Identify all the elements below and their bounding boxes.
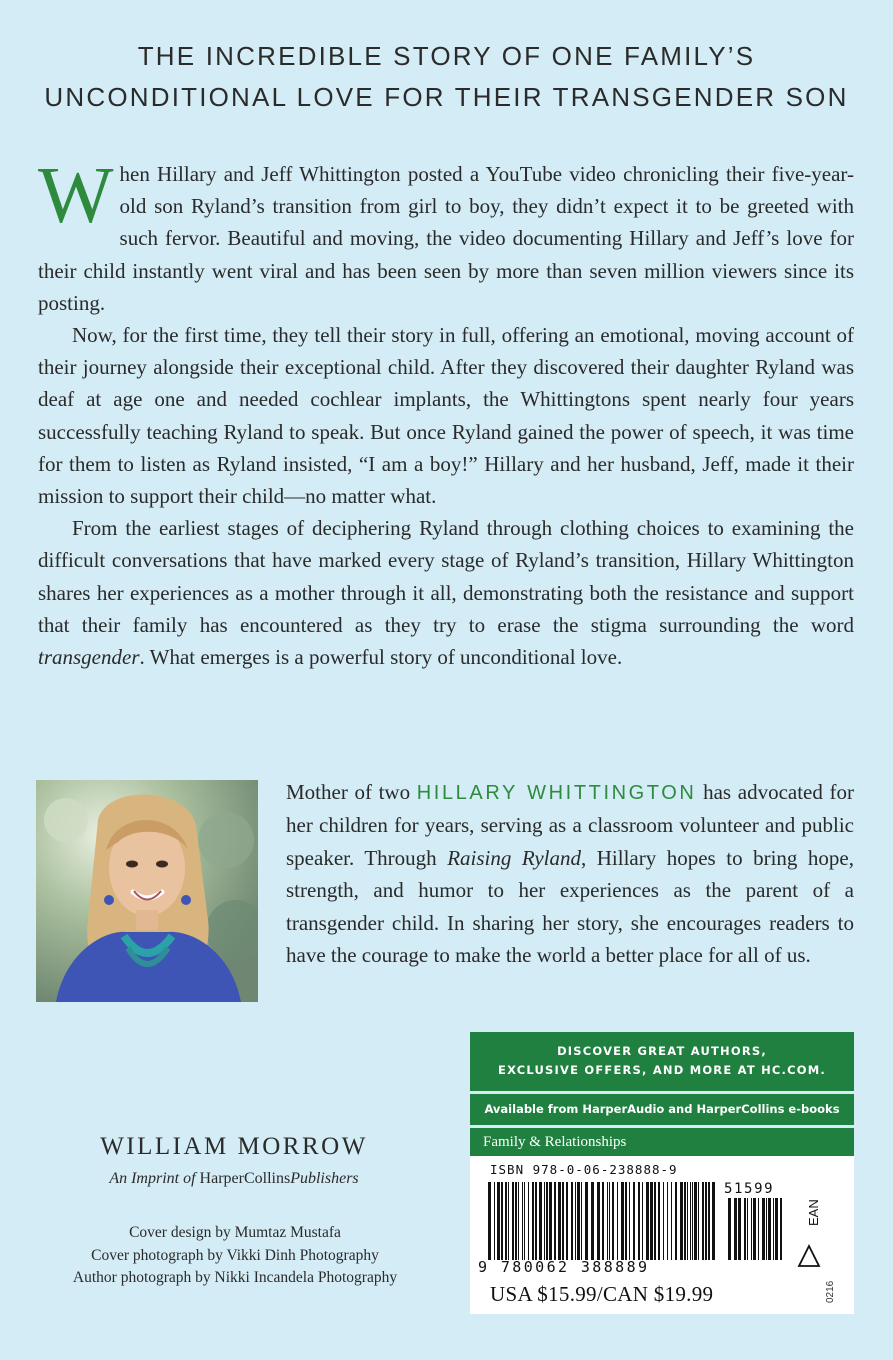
drop-cap: W	[38, 152, 114, 240]
barcode-bar	[690, 1182, 691, 1260]
barcode-bar	[728, 1198, 731, 1260]
barcode-bar	[554, 1182, 556, 1260]
barcode-bar	[518, 1182, 519, 1260]
barcode-bar	[532, 1182, 534, 1260]
promo-line-1: DISCOVER GREAT AUTHORS,	[557, 1044, 767, 1058]
barcode-bar	[768, 1198, 771, 1260]
barcode-bar	[766, 1198, 767, 1260]
barcode-bar	[702, 1182, 704, 1260]
description-paragraph-1	[38, 152, 854, 319]
isbn-digits: 9 780062 388889	[478, 1258, 650, 1276]
credit-author-photo: Author photograph by Nikki Incandela Photography	[72, 1269, 398, 1286]
barcode-bar	[581, 1182, 582, 1260]
credit-cover-photo: Cover photograph by Vikki Dinh Photography	[91, 1246, 379, 1264]
barcode-bar	[549, 1182, 552, 1260]
barcode-bar	[566, 1182, 568, 1260]
barcode-bar	[528, 1182, 529, 1260]
barcode-bar	[633, 1182, 635, 1260]
retail-panel	[470, 1032, 854, 1314]
triangle-icon	[797, 1244, 821, 1268]
author-bio-text-b: , Hillary hopes to bring hope, strength, and humor to her experiences as the parent of a transgender child. In sharing her story, she encourages readers to have the courage to make the world a better place for all of us.	[286, 845, 854, 968]
barcode-bar	[591, 1182, 594, 1260]
barcode-bar	[684, 1182, 686, 1260]
barcode-bar	[508, 1182, 509, 1260]
author-bio-text-a: has advocated for her children for years, serving as a classroom volunteer and public speaker. Through	[286, 780, 854, 870]
barcode-bar	[494, 1182, 495, 1260]
barcode-bar	[512, 1182, 514, 1260]
description-paragraph-3	[38, 512, 854, 673]
barcode-bar	[744, 1198, 746, 1260]
barcode-bar	[773, 1198, 774, 1260]
barcode-bar	[571, 1182, 573, 1260]
description-paragraph-2: Now, for the first time, they tell their story in full, offering an emotional, moving account of their journey alongside their exceptional child. After they discovered their daughter Ryland was deaf at age one and needed cochlear implants, the Whittingtons spent nearly four years successfully teaching Ryland to speak. But once Ryland gained the power of speech, it was time for them to listen as Ryland insisted, “I am a boy!” Hillary and her husband, Jeff, made it their mission to support their child—no matter what.	[38, 323, 854, 509]
description-paragraph-3-text-b: . What emerges is a powerful story of unconditional love.	[139, 645, 623, 670]
description-italic-word: transgender	[38, 645, 140, 670]
book-title: Raising Ryland	[447, 845, 581, 870]
publisher-block	[38, 1130, 430, 1188]
barcode-bar	[625, 1182, 627, 1260]
barcode-bar	[675, 1182, 677, 1260]
barcode-bar	[751, 1198, 752, 1260]
author-photo	[36, 780, 258, 1002]
barcode-supplement-icon	[728, 1198, 782, 1260]
isbn-label: ISBN 978-0-06-238888-9	[490, 1162, 678, 1177]
barcode-bar	[515, 1182, 517, 1260]
ean-label: EAN	[806, 1199, 821, 1226]
publisher-name: WILLIAM MORROW	[100, 1133, 368, 1160]
barcode-bar	[585, 1182, 588, 1260]
price: USA $15.99/CAN $19.99	[490, 1282, 714, 1306]
headline	[0, 36, 893, 118]
print-code: 0216	[825, 1280, 836, 1303]
barcode-bar	[558, 1182, 561, 1260]
publisher-imprint	[38, 1170, 430, 1188]
barcode-bar	[753, 1198, 756, 1260]
category-label: Family & Relationships	[470, 1128, 854, 1156]
imprint-suffix: Publishers	[290, 1170, 359, 1187]
barcode-bar	[497, 1182, 500, 1260]
description-paragraph-1-text: hen Hillary and Jeff Whittington posted a YouTube video chronicling their five-year-old son Ryland’s transition from girl to boy, they didn’t expect it to be greeted with such fervor. Beautiful and moving, the video documenting Hillary and Jeff’s love for their child instantly went viral and has been seen by more than seven million viewers since its posting.	[38, 162, 854, 315]
barcode-bar	[609, 1182, 610, 1260]
promo-line-2: EXCLUSIVE OFFERS, AND MORE AT HC.COM.	[498, 1063, 826, 1077]
barcode-bar	[671, 1182, 672, 1260]
barcode-bar	[712, 1182, 715, 1260]
barcode-bar	[562, 1182, 564, 1260]
barcode-bar	[597, 1182, 600, 1260]
barcode-bar	[575, 1182, 576, 1260]
barcode-bar	[505, 1182, 507, 1260]
barcode-bar	[654, 1182, 656, 1260]
barcode-bar	[667, 1182, 668, 1260]
barcode-bar	[758, 1198, 759, 1260]
barcode-bar	[734, 1198, 737, 1260]
barcode-bar	[577, 1182, 580, 1260]
barcode-bar	[629, 1182, 630, 1260]
barcode-bar	[658, 1182, 660, 1260]
imprint-prefix: An Imprint of	[109, 1170, 200, 1187]
barcode-bar	[775, 1198, 778, 1260]
author-photo-illustration	[36, 780, 258, 1002]
promo-banner	[470, 1032, 854, 1091]
barcode-bar	[638, 1182, 640, 1260]
barcode-bar	[780, 1198, 782, 1260]
author-bio	[286, 776, 854, 971]
barcode-main-icon	[488, 1182, 718, 1260]
barcode-bar	[617, 1182, 618, 1260]
barcode-bar	[602, 1182, 604, 1260]
credits	[30, 1222, 440, 1290]
headline-line-2: UNCONDITIONAL LOVE FOR THEIR TRANSGENDER SON	[44, 82, 849, 112]
barcode-bar	[708, 1182, 710, 1260]
imprint-harpercollins: HarperCollins	[199, 1170, 291, 1187]
barcode-bar	[694, 1182, 697, 1260]
headline-line-1: THE INCREDIBLE STORY OF ONE FAMILY’S	[137, 41, 756, 71]
barcode-bar	[680, 1182, 683, 1260]
barcode-bar	[692, 1182, 693, 1260]
barcode-bar	[488, 1182, 491, 1260]
barcode-bar	[762, 1198, 765, 1260]
barcode-bar	[546, 1182, 548, 1260]
barcode-bar	[747, 1198, 748, 1260]
barcode-bar	[621, 1182, 624, 1260]
barcode-bar	[501, 1182, 503, 1260]
supplement-number: 51599	[724, 1181, 775, 1197]
description-paragraph-3-text-a: From the earliest stages of deciphering Ryland through clothing choices to examining the difficult conversations that have marked every stage of Ryland’s transition, Hillary Whittington shares her experiences as a mother through it all, demonstrating both the resistance and support that their family has encountered as they try to erase the stigma surrounding the word	[38, 516, 854, 637]
barcode-bar	[522, 1182, 523, 1260]
barcode-bar	[544, 1182, 545, 1260]
barcode-bar	[524, 1182, 525, 1260]
author-bio-intro: Mother of two	[286, 780, 417, 804]
author-name: HILLARY WHITTINGTON	[416, 782, 697, 804]
barcode-bar	[687, 1182, 688, 1260]
barcode-bar	[646, 1182, 649, 1260]
barcode-bar	[705, 1182, 707, 1260]
barcode-bar	[535, 1182, 537, 1260]
book-description	[38, 152, 854, 673]
barcode-bar	[650, 1182, 653, 1260]
barcode-bar	[612, 1182, 614, 1260]
barcode-bar	[738, 1198, 741, 1260]
credit-cover-design: Cover design by Mumtaz Mustafa	[129, 1224, 341, 1241]
barcode-bar	[698, 1182, 699, 1260]
barcode-bar	[607, 1182, 608, 1260]
barcode-bar	[642, 1182, 643, 1260]
barcode-bar	[663, 1182, 664, 1260]
availability-banner: Available from HarperAudio and HarperCollins e-books	[470, 1094, 854, 1125]
barcode-bar	[539, 1182, 542, 1260]
barcode-box	[470, 1156, 854, 1314]
